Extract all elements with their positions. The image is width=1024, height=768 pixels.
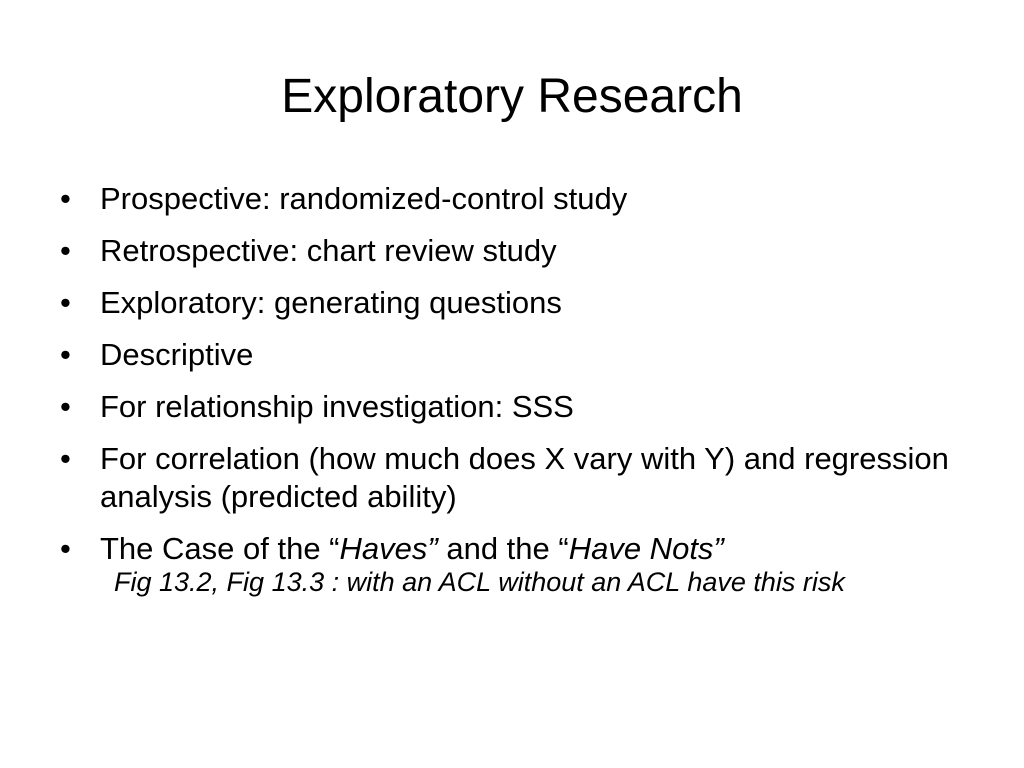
bullet-item bbox=[58, 388, 978, 426]
bullet-text: Retrospective: chart review study bbox=[100, 233, 557, 268]
bullet-text: Descriptive bbox=[100, 337, 254, 372]
bullet-item bbox=[58, 440, 978, 516]
bullet-marker: • bbox=[60, 337, 71, 372]
bullet-text-part: The Case of the “ bbox=[100, 531, 340, 566]
bullet-marker: • bbox=[60, 441, 71, 476]
bullet-text: For correlation (how much does X vary with Y) and regression analysis (predicted ability) bbox=[100, 441, 949, 514]
bullet-item bbox=[58, 232, 978, 270]
bullet-text-italic: Have Nots” bbox=[568, 531, 724, 566]
bullet-marker: • bbox=[60, 531, 71, 566]
bullet-item bbox=[58, 530, 978, 568]
bullet-item bbox=[58, 336, 978, 374]
bullet-text: Prospective: randomized-control study bbox=[100, 181, 628, 216]
bullet-marker: • bbox=[60, 233, 71, 268]
bullet-list bbox=[58, 180, 978, 568]
slide-content bbox=[58, 180, 978, 599]
bullet-marker: • bbox=[60, 389, 71, 424]
bullet-text: For relationship investigation: SSS bbox=[100, 389, 574, 424]
bullet-marker: • bbox=[60, 285, 71, 320]
sub-bullet-text: Fig 13.2, Fig 13.3 : with an ACL without an ACL have this risk bbox=[114, 567, 845, 597]
bullet-marker: • bbox=[60, 181, 71, 216]
bullet-text: Exploratory: generating questions bbox=[100, 285, 562, 320]
bullet-text-italic: Haves” bbox=[339, 531, 438, 566]
bullet-item bbox=[58, 180, 978, 218]
bullet-text-part: and the “ bbox=[437, 531, 569, 566]
slide-title: Exploratory Research bbox=[281, 70, 743, 123]
bullet-item bbox=[58, 284, 978, 322]
